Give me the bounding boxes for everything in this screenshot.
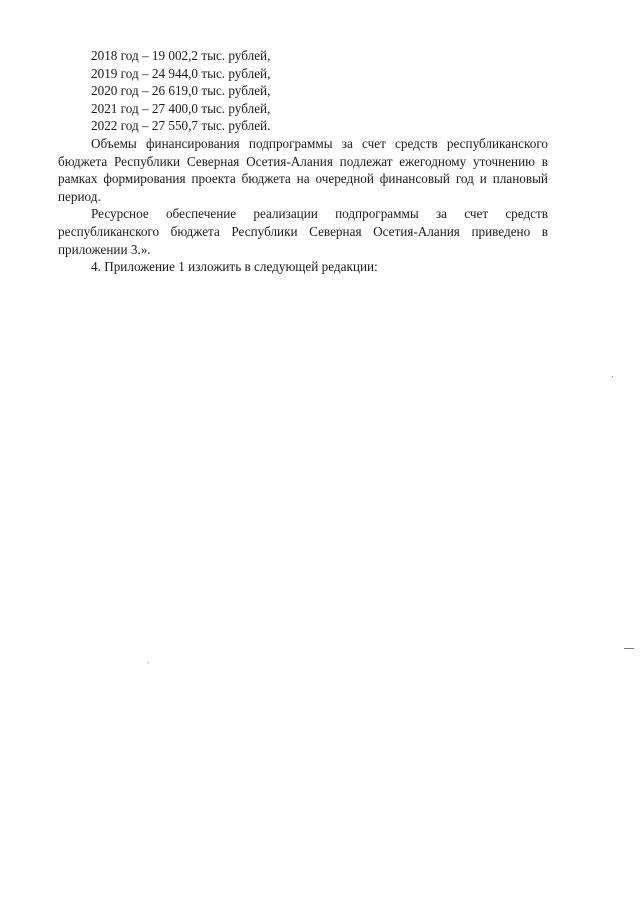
funding-year-line-2021: 2021 год – 27 400,0 тыс. рублей, xyxy=(91,100,271,116)
scan-edge-mark xyxy=(624,648,634,649)
scan-speck xyxy=(148,662,149,663)
resource-support-paragraph: Ресурсное обеспечение реализации подпрограммы за счет средств республиканского бюджета Республики Северная Осетия-Алания приведено в приложении 3.». xyxy=(58,206,548,257)
funding-adjustment-paragraph: Объемы финансирования подпрограммы за счет средств республиканского бюджета Республики Северная Осетия-Алания подлежат ежегодному уточнению в рамках формирования проекта бюджета на очередной финансовый год и плановый период. xyxy=(58,135,548,204)
funding-year-line-2019: 2019 год – 24 944,0 тыс. рублей, xyxy=(91,65,271,81)
funding-year-line-2018: 2018 год – 19 002,2 тыс. рублей, xyxy=(91,48,271,63)
funding-year-line-2022: 2022 год – 27 550,7 тыс. рублей. xyxy=(91,118,271,134)
funding-year-line-2020: 2020 год – 26 619,0 тыс. рублей, xyxy=(91,83,271,99)
document-body xyxy=(58,47,548,276)
amendment-item-4: 4. Приложение 1 изложить в следующей редакции: xyxy=(91,259,378,275)
scan-speck xyxy=(612,376,613,377)
